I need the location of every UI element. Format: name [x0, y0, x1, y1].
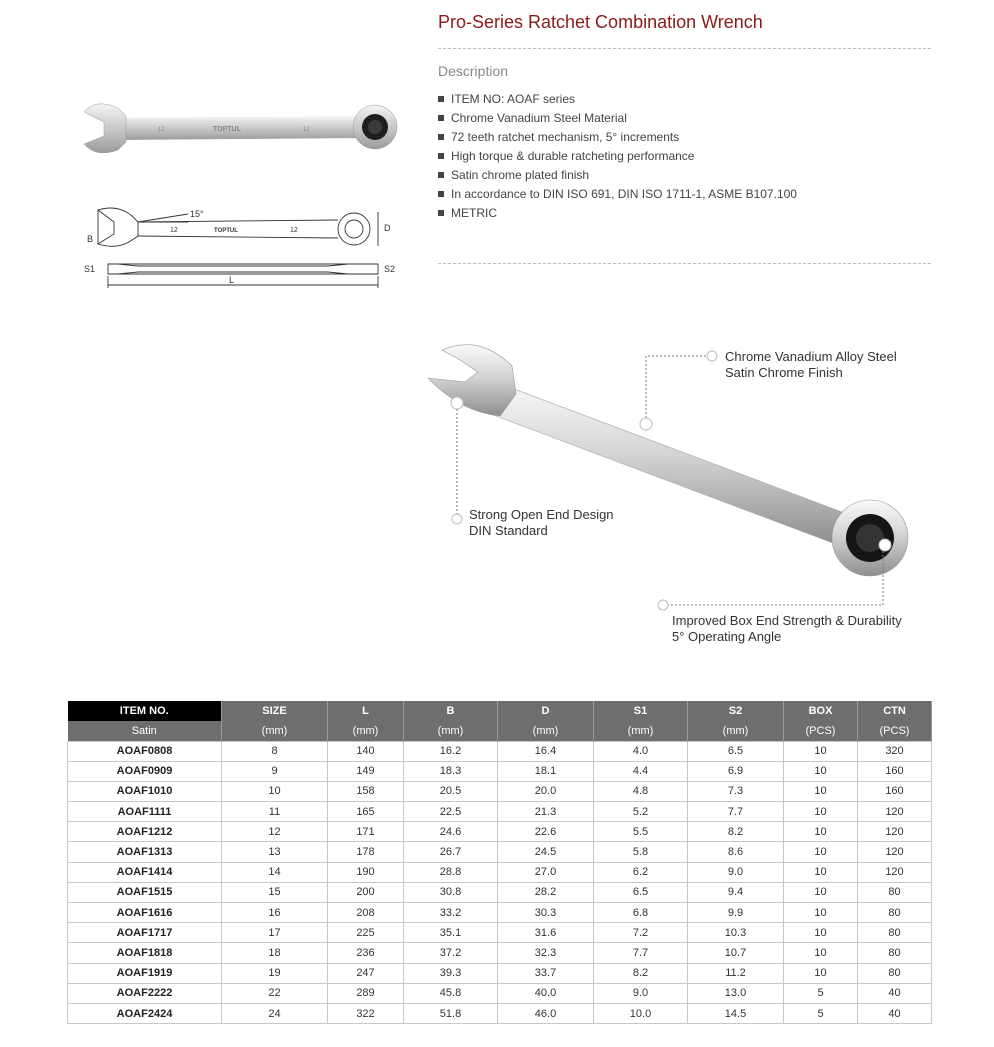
- table-cell: 10: [784, 943, 858, 963]
- diagram-label-l: L: [229, 275, 235, 285]
- table-cell: 18.1: [498, 761, 594, 781]
- table-cell: 14.5: [688, 1003, 784, 1023]
- callout-alloy-steel: [725, 349, 897, 381]
- item-number-cell: AOAF1919: [68, 963, 222, 983]
- table-row: [68, 741, 932, 761]
- divider: [438, 48, 931, 49]
- table-cell: 7.2: [594, 923, 688, 943]
- column-header-s2: S2: [688, 701, 784, 721]
- column-subheader: (mm): [498, 721, 594, 741]
- table-cell: 158: [328, 781, 404, 801]
- description-item: [438, 148, 797, 167]
- table-cell: 10: [784, 923, 858, 943]
- table-cell: 7.7: [594, 943, 688, 963]
- table-cell: 9.0: [688, 862, 784, 882]
- column-header-box: BOX: [784, 701, 858, 721]
- description-item-text: Chrome Vanadium Steel Material: [451, 111, 627, 125]
- callout-line: 5° Operating Angle: [672, 629, 782, 644]
- table-cell: 9.0: [594, 983, 688, 1003]
- table-cell: 39.3: [404, 963, 498, 983]
- description-item: [438, 205, 797, 224]
- diagram-brand: TOPTUL: [214, 228, 238, 234]
- table-cell: 30.8: [404, 882, 498, 902]
- diagram-label-b: B: [87, 234, 94, 244]
- table-cell: 120: [858, 822, 932, 842]
- column-subheader: Satin: [68, 721, 222, 741]
- table-cell: 10: [784, 781, 858, 801]
- table-cell: 8.2: [594, 963, 688, 983]
- column-subheader: (PCS): [784, 721, 858, 741]
- description-item: [438, 129, 797, 148]
- diagram-label-s2: S2: [384, 264, 396, 274]
- dimension-diagram: [78, 200, 408, 295]
- item-number-cell: AOAF2424: [68, 1003, 222, 1023]
- table-cell: 11.2: [688, 963, 784, 983]
- table-cell: 149: [328, 761, 404, 781]
- table-cell: 5.5: [594, 822, 688, 842]
- table-cell: 33.2: [404, 903, 498, 923]
- item-number-cell: AOAF1515: [68, 882, 222, 902]
- column-header-d: D: [498, 701, 594, 721]
- table-cell: 10.3: [688, 923, 784, 943]
- table-cell: 37.2: [404, 943, 498, 963]
- callout-line: Improved Box End Strength & Durability: [672, 613, 902, 628]
- table-row: [68, 903, 932, 923]
- table-cell: 26.7: [404, 842, 498, 862]
- item-number-cell: AOAF1818: [68, 943, 222, 963]
- table-subheader-row: [68, 721, 932, 741]
- table-cell: 8.6: [688, 842, 784, 862]
- table-cell: 178: [328, 842, 404, 862]
- description-list: [438, 91, 797, 224]
- table-cell: 46.0: [498, 1003, 594, 1023]
- table-cell: 7.7: [688, 802, 784, 822]
- square-bullet-icon: [438, 96, 444, 102]
- table-cell: 28.8: [404, 862, 498, 882]
- table-cell: 10: [784, 802, 858, 822]
- table-cell: 9.9: [688, 903, 784, 923]
- table-cell: 33.7: [498, 963, 594, 983]
- table-cell: 10: [784, 761, 858, 781]
- table-cell: 40.0: [498, 983, 594, 1003]
- table-cell: 80: [858, 882, 932, 902]
- table-cell: 10.0: [594, 1003, 688, 1023]
- column-subheader: (mm): [404, 721, 498, 741]
- callout-open-end: [469, 507, 614, 539]
- table-cell: 200: [328, 882, 404, 902]
- table-cell: 289: [328, 983, 404, 1003]
- table-cell: 13.0: [688, 983, 784, 1003]
- table-cell: 24.6: [404, 822, 498, 842]
- table-cell: 7.3: [688, 781, 784, 801]
- table-cell: 8.2: [688, 822, 784, 842]
- table-row: [68, 923, 932, 943]
- table-cell: 32.3: [498, 943, 594, 963]
- callout-line: DIN Standard: [469, 523, 548, 538]
- table-row: [68, 882, 932, 902]
- table-cell: 10: [784, 963, 858, 983]
- column-header-ctn: CTN: [858, 701, 932, 721]
- table-cell: 10: [784, 903, 858, 923]
- item-number-cell: AOAF0909: [68, 761, 222, 781]
- table-row: [68, 963, 932, 983]
- spec-table-body: [68, 741, 932, 1024]
- item-number-cell: AOAF1010: [68, 781, 222, 801]
- column-subheader: (mm): [688, 721, 784, 741]
- table-cell: 45.8: [404, 983, 498, 1003]
- table-cell: 6.2: [594, 862, 688, 882]
- table-cell: 40: [858, 983, 932, 1003]
- square-bullet-icon: [438, 210, 444, 216]
- description-item: [438, 167, 797, 186]
- photo-brand-mark: TOPTUL: [213, 126, 241, 133]
- table-cell: 140: [328, 741, 404, 761]
- table-cell: 14: [222, 862, 328, 882]
- callout-line: Strong Open End Design: [469, 507, 614, 522]
- table-cell: 10: [784, 862, 858, 882]
- table-cell: 10: [784, 882, 858, 902]
- table-cell: 40: [858, 1003, 932, 1023]
- table-cell: 10: [784, 822, 858, 842]
- table-cell: 21.3: [498, 802, 594, 822]
- table-cell: 80: [858, 943, 932, 963]
- column-header-item-no: ITEM NO.: [68, 701, 222, 721]
- column-header-s1: S1: [594, 701, 688, 721]
- item-number-cell: AOAF1414: [68, 862, 222, 882]
- table-cell: 20.5: [404, 781, 498, 801]
- column-header-b: B: [404, 701, 498, 721]
- callout-box-end: [672, 613, 902, 645]
- diagram-label-s1: S1: [84, 264, 96, 274]
- callout-line: Satin Chrome Finish: [725, 365, 843, 380]
- table-row: [68, 842, 932, 862]
- table-cell: 247: [328, 963, 404, 983]
- diagram-size-right: 12: [290, 227, 298, 234]
- table-cell: 6.9: [688, 761, 784, 781]
- table-cell: 5.8: [594, 842, 688, 862]
- table-cell: 160: [858, 781, 932, 801]
- item-number-cell: AOAF1111: [68, 802, 222, 822]
- table-cell: 51.8: [404, 1003, 498, 1023]
- table-cell: 4.4: [594, 761, 688, 781]
- table-row: [68, 1003, 932, 1023]
- table-cell: 16.2: [404, 741, 498, 761]
- description-item-text: METRIC: [451, 206, 497, 220]
- description-item: [438, 110, 797, 129]
- diagram-size-left: 12: [170, 227, 178, 234]
- product-photo-wrench: [78, 92, 408, 164]
- column-subheader: (PCS): [858, 721, 932, 741]
- table-cell: 10: [222, 781, 328, 801]
- table-cell: 225: [328, 923, 404, 943]
- table-row: [68, 822, 932, 842]
- table-row: [68, 943, 932, 963]
- table-cell: 9.4: [688, 882, 784, 902]
- table-cell: 80: [858, 903, 932, 923]
- table-cell: 5: [784, 983, 858, 1003]
- description-heading: Description: [438, 63, 509, 79]
- table-header-row: [68, 701, 932, 721]
- table-cell: 18: [222, 943, 328, 963]
- item-number-cell: AOAF1717: [68, 923, 222, 943]
- table-cell: 165: [328, 802, 404, 822]
- table-cell: 22.6: [498, 822, 594, 842]
- diagram-label-d: D: [384, 223, 391, 233]
- table-cell: 13: [222, 842, 328, 862]
- page-title: Pro-Series Ratchet Combination Wrench: [438, 12, 763, 32]
- item-number-cell: AOAF1616: [68, 903, 222, 923]
- item-number-cell: AOAF2222: [68, 983, 222, 1003]
- table-cell: 12: [222, 822, 328, 842]
- description-item-text: ITEM NO: AOAF series: [451, 92, 576, 106]
- column-header-l: L: [328, 701, 404, 721]
- table-cell: 171: [328, 822, 404, 842]
- square-bullet-icon: [438, 153, 444, 159]
- table-cell: 120: [858, 802, 932, 822]
- square-bullet-icon: [438, 191, 444, 197]
- table-cell: 208: [328, 903, 404, 923]
- table-cell: 15: [222, 882, 328, 902]
- table-cell: 120: [858, 862, 932, 882]
- column-subheader: (mm): [594, 721, 688, 741]
- table-cell: 10: [784, 842, 858, 862]
- photo-size-mark-right: 12: [303, 127, 310, 133]
- column-subheader: (mm): [328, 721, 404, 741]
- description-item-text: 72 teeth ratchet mechanism, 5° increments: [451, 130, 680, 144]
- description-item: [438, 91, 797, 110]
- table-row: [68, 983, 932, 1003]
- table-cell: 6.5: [688, 741, 784, 761]
- table-cell: 9: [222, 761, 328, 781]
- table-cell: 24: [222, 1003, 328, 1023]
- table-cell: 5: [784, 1003, 858, 1023]
- table-cell: 80: [858, 923, 932, 943]
- spec-table: [67, 701, 932, 1024]
- table-cell: 80: [858, 963, 932, 983]
- table-cell: 18.3: [404, 761, 498, 781]
- description-item-text: Satin chrome plated finish: [451, 168, 590, 182]
- table-cell: 28.2: [498, 882, 594, 902]
- table-cell: 5.2: [594, 802, 688, 822]
- table-cell: 31.6: [498, 923, 594, 943]
- table-cell: 24.5: [498, 842, 594, 862]
- column-subheader: (mm): [222, 721, 328, 741]
- table-cell: 322: [328, 1003, 404, 1023]
- table-cell: 27.0: [498, 862, 594, 882]
- item-number-cell: AOAF0808: [68, 741, 222, 761]
- table-cell: 30.3: [498, 903, 594, 923]
- description-item: [438, 186, 797, 205]
- table-row: [68, 862, 932, 882]
- table-cell: 35.1: [404, 923, 498, 943]
- table-row: [68, 802, 932, 822]
- table-cell: 236: [328, 943, 404, 963]
- table-row: [68, 781, 932, 801]
- table-cell: 20.0: [498, 781, 594, 801]
- table-cell: 6.5: [594, 882, 688, 902]
- table-cell: 8: [222, 741, 328, 761]
- divider: [438, 263, 931, 264]
- table-cell: 320: [858, 741, 932, 761]
- table-cell: 10: [784, 741, 858, 761]
- column-header-size: SIZE: [222, 701, 328, 721]
- table-cell: 190: [328, 862, 404, 882]
- description-item-text: High torque & durable ratcheting performance: [451, 149, 695, 163]
- table-cell: 10.7: [688, 943, 784, 963]
- table-cell: 4.8: [594, 781, 688, 801]
- diagram-angle-label: 15°: [190, 209, 204, 219]
- table-cell: 16: [222, 903, 328, 923]
- table-cell: 17: [222, 923, 328, 943]
- item-number-cell: AOAF1313: [68, 842, 222, 862]
- description-item-text: In accordance to DIN ISO 691, DIN ISO 1711-1, ASME B107.100: [451, 187, 797, 201]
- table-cell: 11: [222, 802, 328, 822]
- table-cell: 120: [858, 842, 932, 862]
- table-cell: 16.4: [498, 741, 594, 761]
- square-bullet-icon: [438, 115, 444, 121]
- table-cell: 4.0: [594, 741, 688, 761]
- callout-line: Chrome Vanadium Alloy Steel: [725, 349, 897, 364]
- square-bullet-icon: [438, 134, 444, 140]
- square-bullet-icon: [438, 172, 444, 178]
- table-cell: 22.5: [404, 802, 498, 822]
- item-number-cell: AOAF1212: [68, 822, 222, 842]
- table-cell: 160: [858, 761, 932, 781]
- table-row: [68, 761, 932, 781]
- photo-size-mark-left: 12: [158, 127, 165, 133]
- table-cell: 6.8: [594, 903, 688, 923]
- table-cell: 22: [222, 983, 328, 1003]
- table-cell: 19: [222, 963, 328, 983]
